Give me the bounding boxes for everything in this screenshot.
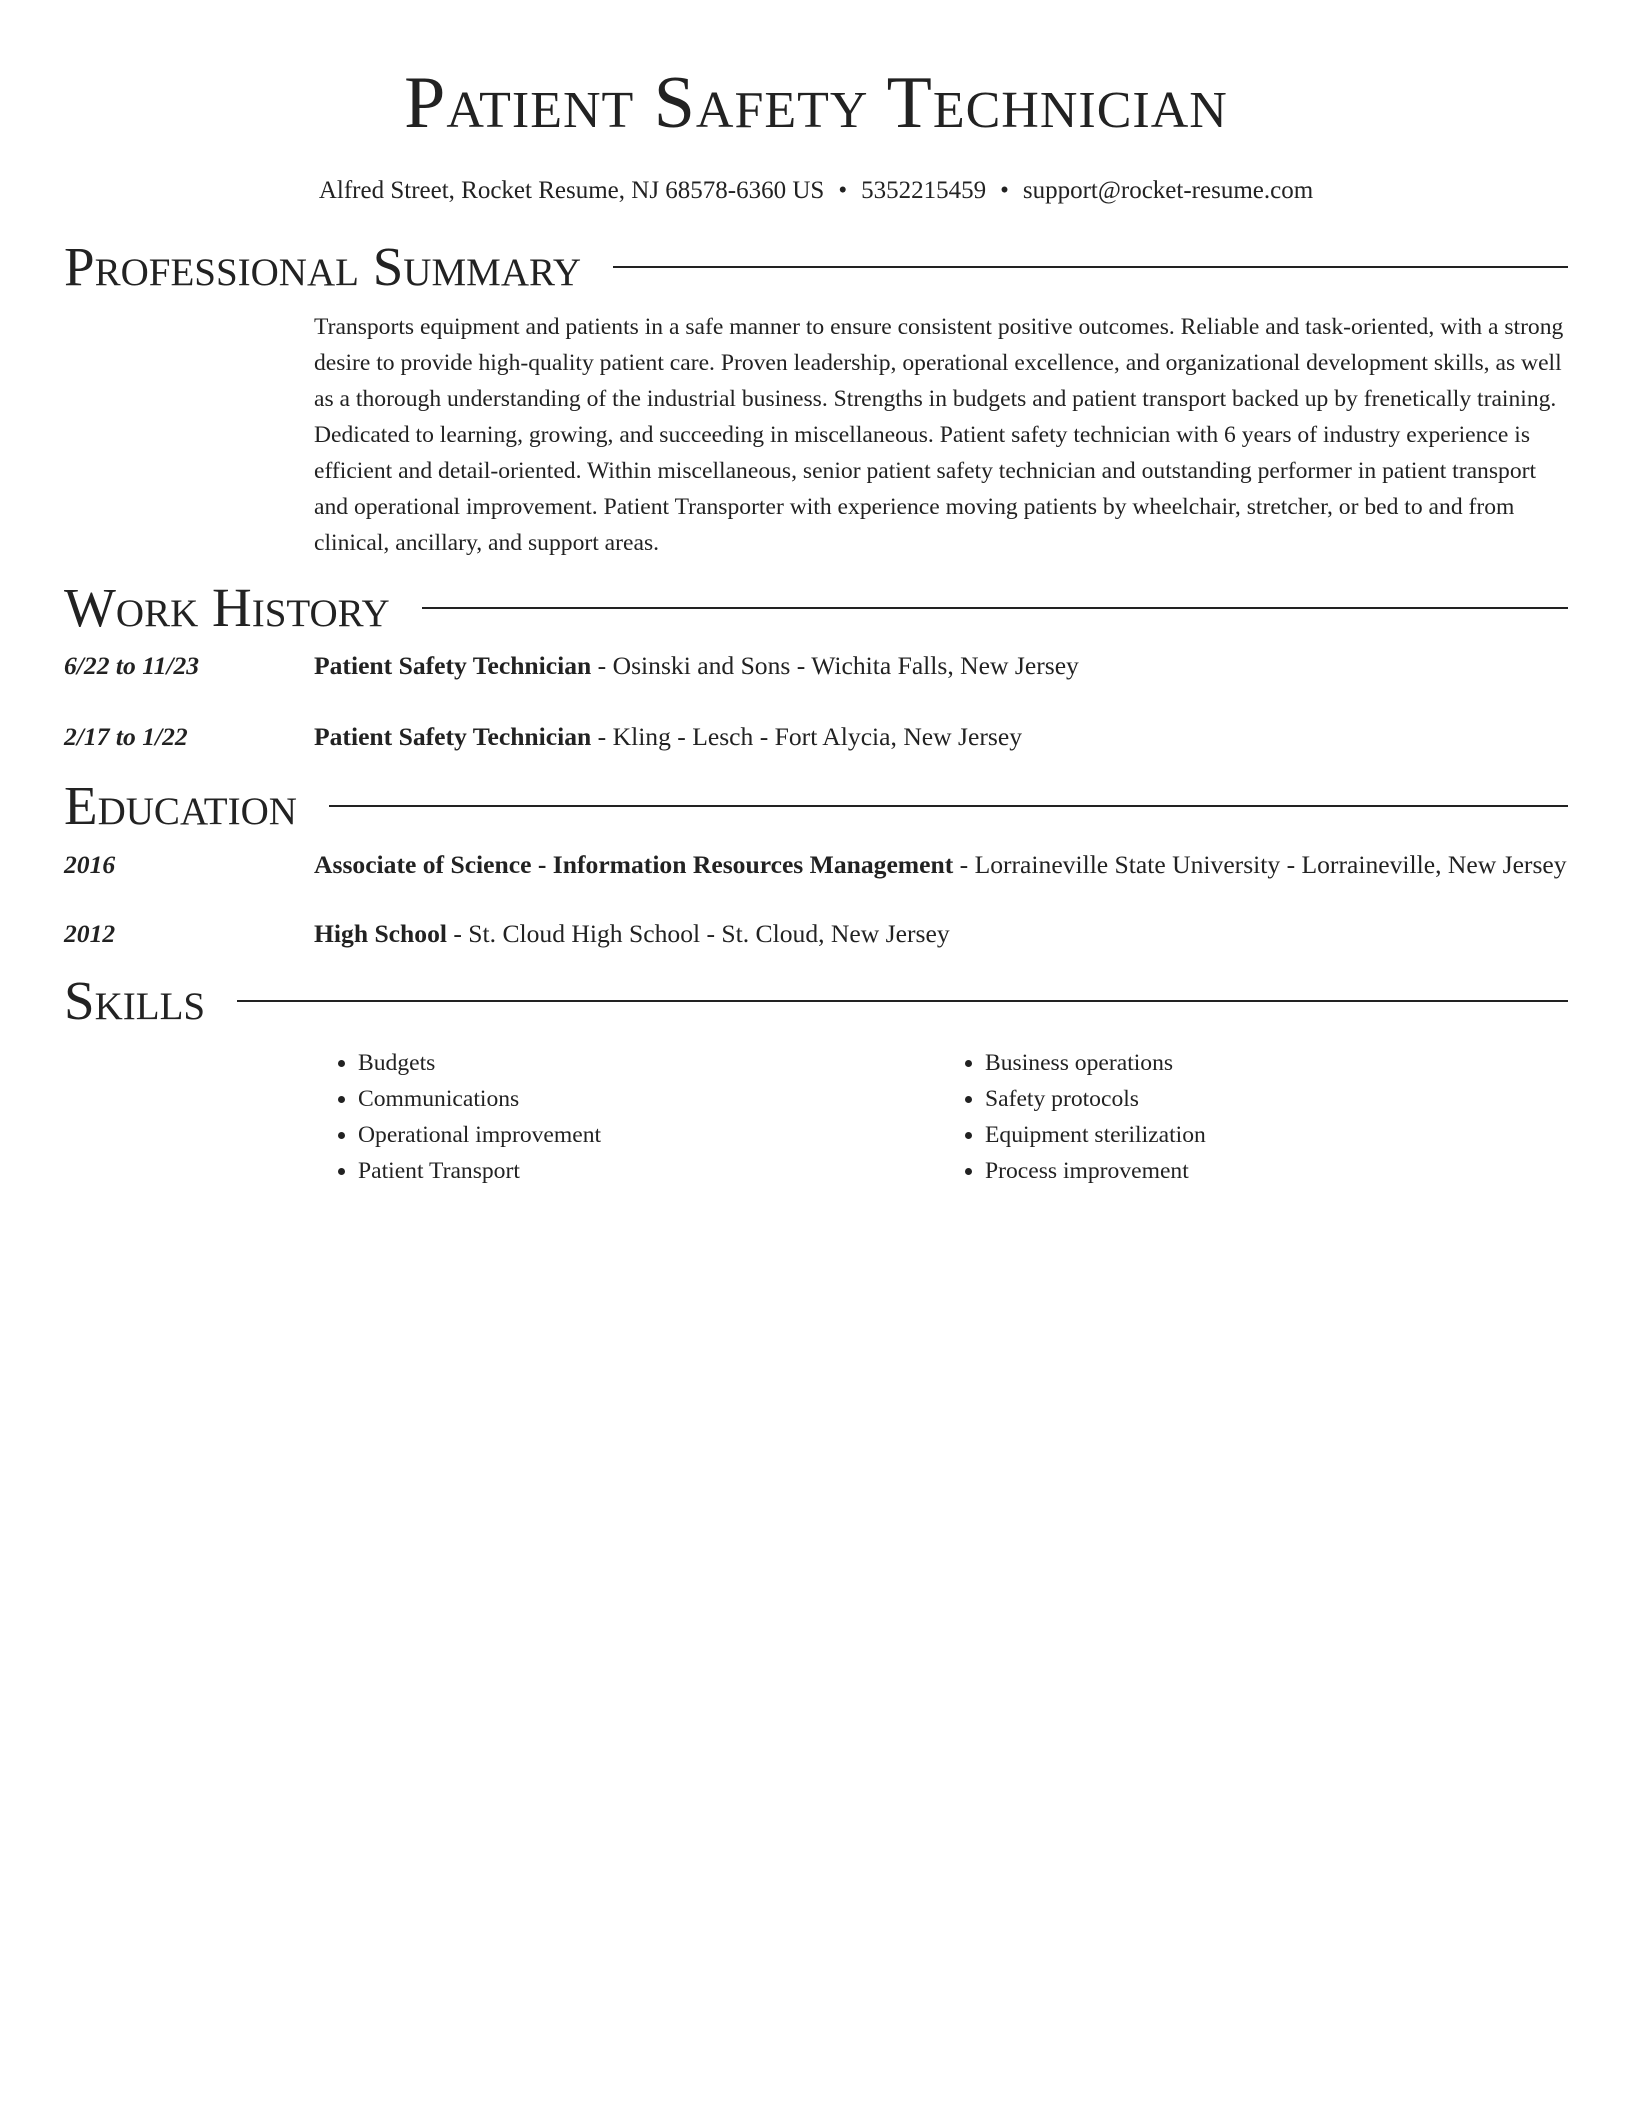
work-date: 2/17 to 1/22 [64,722,188,751]
skill-item: • Process improvement [985,1153,1568,1189]
skill-item: • Operational improvement [358,1117,941,1153]
education-description [314,914,1568,954]
section-divider [329,805,1568,807]
skill-item: • Communications [358,1081,941,1117]
skills-column-left [314,1045,941,1189]
section-header-work [64,576,1568,640]
contact-line [64,174,1568,208]
skill-item: • Budgets [358,1045,941,1081]
work-description [314,717,1568,757]
skills-list [314,1045,1568,1189]
work-description [314,646,1568,686]
education-entry [64,914,1568,954]
education-degree: High School [314,919,447,948]
work-details: - Osinski and Sons - Wichita Falls, New Jersey [591,651,1079,680]
resume-page [64,0,1568,1189]
skill-item: • Patient Transport [358,1153,941,1189]
summary-text: Transports equipment and patients in a safe manner to ensure consistent positive outcomes. Reliable and task-oriented, with a strong desire to provide high-quality patient care. Proven leadership, operational excellence, and organizational development skills, as well as a thorough understanding of the industrial business. Strengths in budgets and patient transport backed up by frenetically training. Dedicated to learning, growing, and succeeding in miscellaneous. Patient safety technician with 6 years of industry experience is efficient and detail-oriented. Within miscellaneous, senior patient safety technician and outstanding performer in patient transport and operational improvement. Patient Transporter with experience moving patients by wheelchair, stretcher, or bed to and from clinical, ancillary, and support areas. [314,314,1564,556]
work-date: 6/22 to 11/23 [64,651,200,680]
skill-item: • Equipment sterilization [985,1117,1568,1153]
section-title-work: Work History [64,577,390,638]
education-description [314,845,1568,885]
section-divider [237,1000,1568,1002]
education-entry [64,845,1568,885]
section-header-education [64,774,1568,838]
section-header-summary [64,235,1568,299]
contact-phone: 5352215459 [861,177,987,204]
education-date: 2012 [64,919,116,948]
skills-column-right [941,1045,1568,1189]
contact-separator: • [1000,177,1009,204]
skill-item: • Business operations [985,1045,1568,1081]
section-divider [613,266,1568,268]
education-degree: Associate of Science - Information Resources Management [314,850,954,879]
skill-item: • Safety protocols [985,1081,1568,1117]
work-entry [64,717,1568,757]
contact-separator: • [838,177,848,204]
section-title-education: Education [64,775,297,836]
contact-address: Alfred Street, Rocket Resume, NJ 68578-6360 US [318,177,825,204]
resume-name: Patient Safety Technician [404,62,1228,144]
section-divider [422,607,1568,609]
education-date: 2016 [64,850,116,879]
section-title-skills: Skills [64,970,206,1031]
contact-email: support@rocket-resume.com [1022,177,1314,204]
section-title-summary: Professional Summary [64,236,582,297]
education-details: - St. Cloud High School - St. Cloud, New Jersey [446,919,950,948]
work-entry [64,646,1568,686]
section-header-skills [64,969,1568,1033]
work-role: Patient Safety Technician [314,722,592,751]
education-details: - Lorraineville State University - Lorraineville, New Jersey [953,850,1567,879]
work-role: Patient Safety Technician [314,651,592,680]
work-details: - Kling - Lesch - Fort Alycia, New Jersey [591,722,1023,751]
